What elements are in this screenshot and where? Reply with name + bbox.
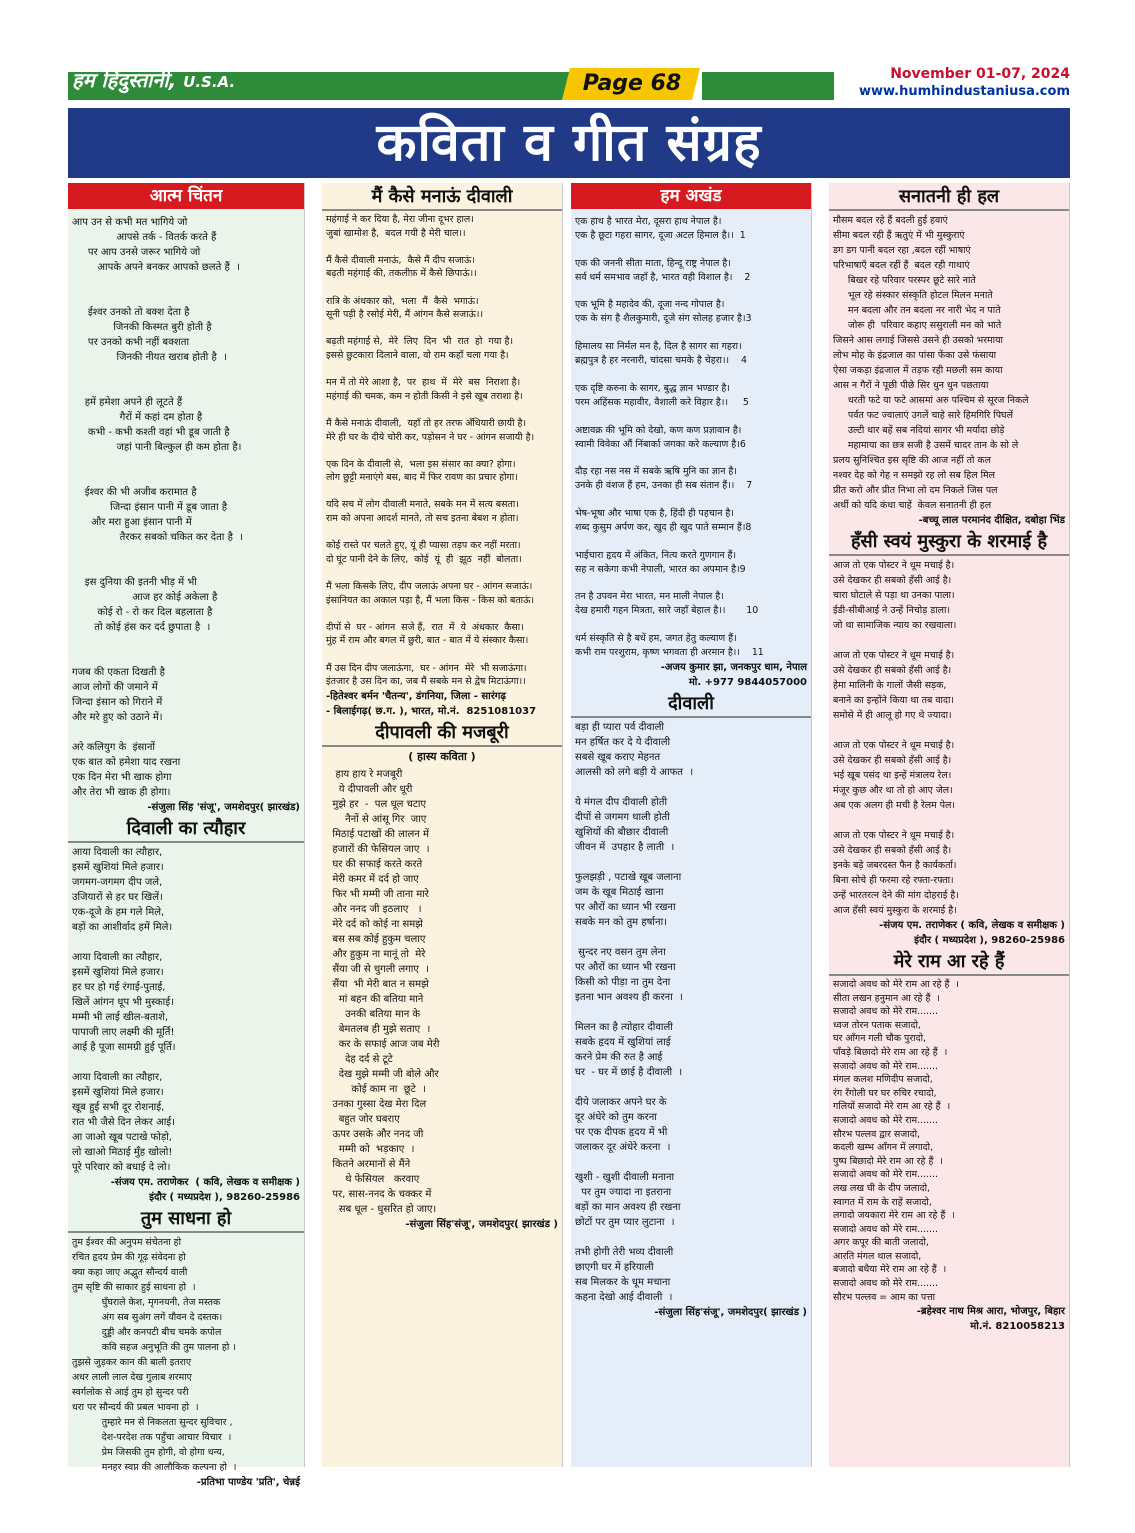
- poem-title: दीवाली: [571, 692, 811, 718]
- section-title: कविता व गीत संग्रह: [376, 113, 762, 173]
- website-link[interactable]: www.humhindustaniusa.com: [858, 84, 1070, 99]
- poem-text: एक हाथ है भारत मेरा, दूसरा हाथ नेपाल है। एक है छूटा गहरा सागर, दूजा अटल हिमाल है।। 1 एक की जननी सीता माता, हिन्दू राष्ट्र नेपाल है। सर्व धर्म समभाव जहाँ है, भारत वही विशाल है। 2 एक भूमि है महादेव की, दूजा नन्द गोपाल है। एक के संग है शैलकुमारी, दूजे संग सोलह हजार है।3 हिमालय सा निर्मल मन है, दिल है सागर सा गहरा। ब्रह्मपुत्र है हर नरनारी, चांदसा चमके है चेहरा।। 4 एक दृष्टि करुना के सागर, बुद्ध ज्ञान भण्डार है। परम अहिंसक महावीर, वैशाली करे विहार है।। 5 अष्टावक्र की भूमि को देखो, कण कण प्रज्ञावान है। स्वामी विवेका औं निंबार्का जगका करे कल्याण है।6 दौड़ रहा नस नस में सबके ऋषि मुनि का ज्ञान है। उनके ही वंशज हैं हम, उनका ही सब संतान हैं।। 7 भेष-भूषा और भाषा एक है, हिंदी ही पहचान है। शब्द कुसुम अर्पण कर, खुद ही खुद पाते सम्मान हैं।8 भाईचारा हृदय में अंकित, नित्य करते गुणगान हैं। सह न सकेगा कभी नेपाली, भारत का अपमान है।9 तन है उपवन मेरा भारत, मन माली नेपाल है। देख हमारी गहन मित्रता, सारे जहाँ बेहाल है।। 10 धर्म संस्कृति से है बधें हम, जगत हेतु कल्याण हैं। कभी राम परशुराम, कृष्ण भगवता ही अरमान है।। 11: [575, 216, 764, 659]
- poem-signature: -प्रतिभा पाण्डेय 'प्रति', चेन्नई: [196, 1477, 300, 1488]
- poem-signature: -बच्चू लाल परमानंद दीक्षित, दबोहा भिंड: [918, 515, 1065, 526]
- header-green-bar-right: [702, 72, 834, 100]
- poem-text: आप उन से कभी मत भागिये जो आपसे तर्क - वितर्क करते हैं पर आप उनसे जरूर भागिये जो आपके अपने बनकर आपको छलते हैं । ईश्वर उनको तो बक्श देता है जिनकी किस्मत बुरी होती है पर उनको कभी नहीं बक्शता जिनकी नीयत खराब होती है । हमें हमेशा अपने ही लूटते हैं गैरों में कहां दम होता है कभी - कभी कश्ती वहां भी डूब जाती है जहां पानी बिल्कुल ही कम होता है। ईश्वर की भी अजीब करामात है जिन्दा इंसान पानी में डूब जाता है और मरा हुआ इंसान पानी में तैरकर सबको चकित कर देता है । इस दुनिया की इतनी भीड़ में भी आज हर कोई अकेला है कोई रो - रो कर दिल बहलाता है तो कोई हंस कर दर्द छुपाता है । गजब की एकता दिखती है आज लोगों की जमाने में जिन्दा इंसान को गिराने में और मरे हुए को उठाने में। अरे कलियुग के इंसानों एक बात को हमेशा याद रखना एक दिन मेरा भी खाक होगा और तेरा भी खाक ही होगा।: [72, 217, 244, 798]
- poem-text: सजादो अवध को मेरे राम आ रहे हैं । सीता लखन हनुमान आ रहे हैं । सजादो अवध को मेरे राम....... ध्वज तोरन पताक सजादो, घर आँगन गली चौक पुरादो, पाँवड़े बिछादो मेरे राम आ रहे हैं । सजादो अवध को मेरे राम....... मंगल कलश मणिदीप सजादो, रंग रँगोली घर घर रुचिर रचादो, गलियों सजादो मेरे राम आ रहे हैं । सजादो अवध को मेरे राम....... सौरभ पल्लव द्वार सजादो, कदली खम्भ आँगन में लगादो, पुष्प बिछादो मेरे राम आ रहे हैं । सजादो अवध को मेरे राम....... लख लख घी के दीप जलादो, स्वागत में राम के राहें सजादो, लगादो जयकारा मेरे राम आ रहे हैं । सजादो अवध को मेरे राम....... अगर कपूर की बाती जलादो, आरति मंगल थाल सजादो, बजादो बधैया मेरे राम आ रहे हैं । सजादो अवध को मेरे राम....... सौरभ पल्लव = आम का पत्ता: [833, 979, 959, 1303]
- poem-signature: -संजुला सिंह 'संजू', जमशेदपुर( झारखंड): [147, 802, 300, 813]
- page-header: [68, 66, 1070, 102]
- poem-title: दिवाली का त्यौहार: [68, 817, 304, 843]
- poem-signature: -हितेश्वर बर्मन 'चैतन्य', डंगनिया, जिला - सारंगढ़ - बिलाईगढ़( छ.ग. ), भारत, मो.नं. 8251081037: [326, 690, 537, 717]
- poem-text: मौसम बदल रहे हैं बदली हुई हवाएं सीमा बदल रही हैं ऋतुएं में भी मुस्कुराएं डग डग पानी बदल रहा ,बदल रहीं भाषाएं परिभाषाएँ बदल रहीं हैं बदल रही गाथाएं बिखर रहे परिवार परस्पर छूटे सारे नाते भूल रहे संस्कार संस्कृति होटल मिलन मनाते मन बदला और तन बदला नर नारी भेद न पाते जोरू ही परिवार कहाए ससुराली मन को भाते जिसने आस लगाई जिससे उसने ही उसको भरमाया लोभ मोह के इंद्रजाल का पांसा फेंका उसे फंसाया ऐसा जकड़ा इंद्रजाल में तड़फ रही मछली सम काया आस न गैरों ने पूछी पीछे सिर धुन धुन पछताया धरती फटे या फटे आसमां अरु पश्चिम से सूरज निकले पर्वत फट ज्वालाएं उगलें चाहे सारे हिमगिरि पिघलें उल्टी धार बहें सब नदियां सागर भी मर्यादा छोड़े महामाया का छत्र सजी है उसमें चादर तान के सो ले प्रलय सुनिश्चित इस सृष्टि की आज नहीं तो कल नश्वर देह को गेह न समझो रह लो सब हिल मिल प्रीत करो और प्रीत निभा लो दम निकले जिस पल अर्थी को यदि कंधा चाहें केवल सनातनी ही हल: [833, 215, 1029, 511]
- column-3: [571, 183, 812, 1467]
- poem-title: मेरे राम आ रहे हैं: [829, 950, 1069, 976]
- poem-text: आया दिवाली का त्यौहार, इसमें खुशियां मिले हजार। जगमग-जगमग दीप जले, उजियारों से हर घर खिलें। एक-दूजे के हम गले मिले, बड़ों का आशीर्वाद हमें मिले। आया दिवाली का त्यौहार, इसमें खुशियां मिले हजार। हर घर हो गई रंगाई-पुताई, खिलें आंगन धूप भी मुस्काई। मम्मी भी लाई खील-बताशे, पापाजी लाए लक्ष्मी की मूर्ति! आई है पूजा सामग्री हुई पूर्ति। आया दिवाली का त्यौहार, इसमें खुशियां मिले हजार। खूब हुई सभी दूर रोशनाई, रात भी जैसे दिन लेकर आई। आ जाओ खूब पटाखे फोड़ो, लो खाओ मिठाई मुँह खोलो! पूरे परिवार को बधाई दे लो।: [72, 847, 176, 1173]
- column-4: [829, 183, 1070, 1467]
- poem-text: हाय हाय रे मजबूरी ये दीपावली और धूरी मुझे हर - पल धूल चटाए नैनों से आंसू गिर जाए मिठाई पटाखों की लालन में हजारों की फेसियल जाए । घर की सफाई करते करते मेरी कमर में दर्द हो जाए फिर भी मम्मी जी ताना मारे और ननद जी इठलाए । मेरे दर्द को कोई ना समझे बस सब कोई हुकुम चलाए और हुकुम ना मानूं तो मेरे सैंया जी से चुगली लगाए । सैंया भी मेरी बात न समझे मां बहन की बतिया माने उनकी बतिया मान के बेमतलब ही मुझे सताए । कर के सफाई आज जब मेरी देह दर्द से टूटे देख मुझे मम्मी जी बोले और कोई काम ना छूटे । उनका गुस्सा देख मेरा दिल बहुत जोर घबराए ऊपर उसके और ननद जी मम्मी को भड़काए । कितने अरमानों से मैंने थे फेसियल करवाए पर, सास-ननद के चक्कर में सब धूल - धुसरित हो जाए।: [332, 768, 440, 1215]
- poem-title: हम अखंड: [571, 183, 811, 209]
- poem-signature: -अजय कुमार झा, जनकपुर धाम, नेपाल मो. +977 9844057000: [660, 662, 807, 688]
- masthead-logo[interactable]: [72, 66, 235, 96]
- poem-title: दीपावली की मजबूरी: [322, 721, 562, 747]
- page-number: Page 68: [582, 71, 682, 96]
- logo-text: हम हिंदुस्तानी,: [72, 68, 177, 92]
- poem-signature: -संजय एम. तराणेकर ( कवि, लेखक व समीक्षक ) इंदौर ( मध्यप्रदेश ), 98260-25986: [110, 1177, 300, 1203]
- poem-subtitle: ( हास्य कविता ): [408, 749, 476, 763]
- poem-signature: -संजुला सिंह'संजू', जमशेदपुर( झारखंड ): [654, 1307, 807, 1318]
- poem-title: तुम साधना हो: [68, 1207, 304, 1233]
- column-1: [68, 183, 305, 1488]
- poem-signature: -संजय एम. तराणेकर ( कवि, लेखक व समीक्षक ) इंदौर ( मध्यप्रदेश ), 98260-25986: [879, 920, 1065, 946]
- poem-text: आज तो एक पोस्टर ने धूम मचाई है। उसे देखकर ही सबको हँसी आई है। चारा घोटाले से पड़ा था उनका पाला। ईडी-सीबीआई ने उन्हें निचोड़ डाला। जो था सामाजिक न्याय का रखवाला। आज तो एक पोस्टर ने धूम मचाई है। उसे देखकर ही सबको हँसी आई है। हेमा मालिनी के गालों जैसी सड़क, बनाने का इन्होंने किया था तब वादा। समोसे में ही आलू हो गए थे ज्यादा। आज तो एक पोस्टर ने धूम मचाई है। उसे देखकर ही सबको हँसी आई है। भई खूब पसंद था इन्हें मंत्रालय रेल। मंजूर कुछ और था तो हो आए जेल। अब एक अलग ही मची है रेलम पेल। आज तो एक पोस्टर ने धूम मचाई है। उसे देखकर ही सबको हँसी आई है। इनके बड़े जबरदस्त फैन है कार्यकर्ता। बिना सोचे ही फरमा रहे रफ्ता-रफ्ता। उन्हें भारतरत्न देने की मांग दोहराई है। आज हँसी स्वयं मुस्कुरा के शरमाई है।: [833, 560, 959, 916]
- section-banner: [68, 108, 1070, 178]
- poem-text: महंगाई ने कर दिया है, मेरा जीना दूभर हाल। जुबां खामोश है, बदल गयी है मेरी चाल।। मैं कैसे दीवाली मनाऊं, कैसे मैं दीप सजाऊं। बढ़ती महंगाई की, तकलीफ़ में कैसे छिपाऊं।। रात्रि के अंधकार को, भला मैं कैसे भगाऊं। सूनी पड़ी है रसोई मेरी, मैं आंगन कैसे सजाऊं।। बढ़ती महंगाई से, मेरे लिए दिन भी रात हो गया है। इससे छुटकारा दिलाने वाला, वो राम कहाँ चला गया है। मन में तो मेरे आशा है, पर हाथ में मेरे बस निराशा है। महंगाई की चमक, कम न होती किसी ने इसे खूब तराशा है। मैं कैसे मनाऊं दीवाली, यहाँ तो हर तरफ अँधियारी छायी है। मेरे ही घर के दीये चोरी कर, पड़ोसन ने घर - आंगन सजायी है। एक दिन के दीवाली से, भला इस संसार का क्या? होगा। लोग छुट्टी मनाएंगे बस, बाद में फिर रावण का प्रचार होगा। यदि सच में लोग दीवाली मनाते, सबके मन में सत्य बसता। राम को अपना आदर्श मानते, तो सच इतना बेबश न होता। कोई रास्ते पर चलते हुए, यूं ही प्यासा तड़प कर नहीं मरता। दो घूंट पानी देने के लिए, कोई यूं ही झूठ नहीं बोलता। मैं भला किसके लिए, दीप जलाऊं अपना घर - आंगन सजाऊं। इंसानियत का अकाल पड़ा है, मैं भला किस - किस को बताऊं। दीपों से घर - आंगन सजे हैं, रात में ये अंधकार कैसा। मुंह में राम और बगल में छुरी, बात - बात में ये संस्कार कैसा। मैं उस दिन दीप जलाऊंगा, घर - आंगन मेरे भी सजाऊंगा। इंतजार है उस दिन का, जब मैं सबके मन से द्वेष मिटाऊंगा।।: [326, 214, 535, 688]
- poem-signature: -ब्रहेश्वर नाथ मिश्र आरा, भोजपुर, बिहार मो.नं. 8210058213: [916, 1306, 1065, 1333]
- poem-title: हँसी स्वयं मुस्कुरा के शरमाई है: [829, 530, 1069, 556]
- poem-title: मैं कैसे मनाऊं दीवाली: [322, 185, 562, 211]
- poem-title: आत्म चिंतन: [68, 183, 304, 209]
- poem-signature: -संजुला सिंह'संजू', जमशेदपुर( झारखंड ): [405, 1218, 558, 1230]
- poem-text: बड़ा ही प्यारा पर्व दीवाली मन हर्षित कर दे ये दीवाली सबसे खूब कराए मेहनत आलसी को लगे बड़ी ये आफत । ये मंगल दीप दीवाली होती दीपों से जगमग थाली होती खुशियों की बौछार दीवाली जीवन में उपहार है लाती । फुलझड़ी , पटाखे खूब जलाना जम के खूब मिठाई खाना पर औरों का ध्यान भी रखना सबके मन को तुम हर्षाना। सुन्दर नए वसन तुम लेना पर औरों का ध्यान भी रखना किसी को पीड़ा ना तुम देना इतना भान अवश्य ही करना । मिलन का है त्योहार दीवाली सबके हृदय में खुशियां लाई करने प्रेम की रुत है आई घर - घर में छाई है दीवाली । दीये जलाकर अपने घर के दूर अंधेरे को तुम करना पर एक दीपक हृदय में भी जलाकर दूर अंधेरे करना । खुशी - खुशी दीवाली मनाना पर तुम ज्यादा ना इतराना बड़ों का मान अवश्य ही रखना छोटों पर तुम प्यार लुटाना । तभी होगी तेरी भव्य दीवाली छाएगी घर में हरियाली सब मिलकर के धूम मचाना कहना देखो आई दीवाली ।: [575, 722, 694, 1303]
- logo-suffix: U.S.A.: [183, 73, 236, 91]
- poem-text: तुम ईश्वर की अनुपम संचेतना हो रचित हृदय प्रेम की गूढ़ संवेदना हो क्या कहा जाए अद्भुत सौन्दर्य वाली तुम सृष्टि की साकार हुई साधना हो । घुँघराले केश, मृगनयनी, तेज मस्तक अंग सब सुअंग लगें यौवन दे दस्तक। दुड्डी और कनपटी बीच चमके कपोल कवि सहज अनुभूति की तुम पालना हो । तुझसे जुड़कर कान की बाली इतराए अधर लाली लाल देख गुलाब शरमाए स्वर्गलोक से आई तुम हो सुन्दर परी धरा पर सौन्दर्य की प्रबल भावना हो । तुम्हारे मन से निकलता सुन्दर सुविचार , देश-परदेश तक पहुँचा आचार विचार । प्रेम जिसकी तुम होगी, वो होगा धन्य, मनहर स्वप्न की आलौकिक कल्पना हो ।: [72, 1237, 237, 1473]
- poem-title: सनातनी ही हल: [829, 185, 1069, 211]
- issue-date: November 01-07, 2024: [890, 66, 1070, 82]
- column-2: [322, 183, 563, 1467]
